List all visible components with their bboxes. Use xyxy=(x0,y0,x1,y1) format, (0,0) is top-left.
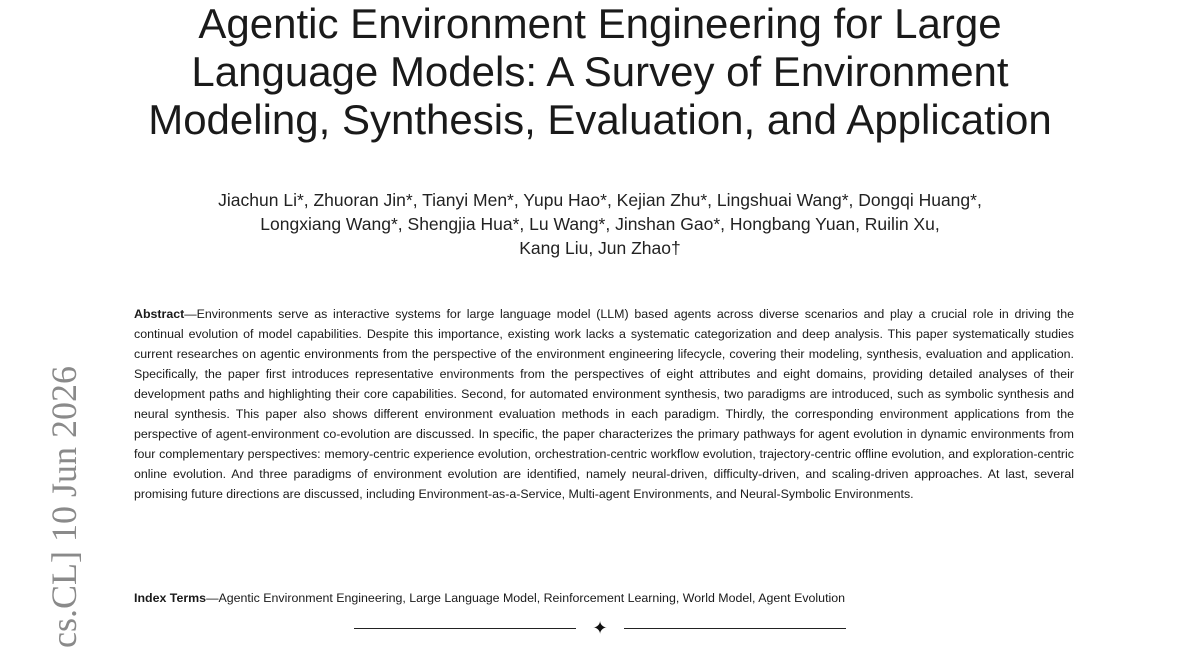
author-line: Jiachun Li*, Zhuoran Jin*, Tianyi Men*, Yupu Hao*, Kejian Zhu*, Lingshuai Wang*, Dongqi Huang*, xyxy=(218,190,982,210)
title-line: Modeling, Synthesis, Evaluation, and Application xyxy=(148,96,1052,143)
four-point-star-icon: ✦ xyxy=(592,618,608,638)
section-divider xyxy=(354,618,846,638)
abstract-text: —Environments serve as interactive systems for large language model (LLM) based agents across diverse scenarios and play a crucial role in driving the continual evolution of model capabilities. Despite this importance, existing work lacks a systematic categorization and deep analysis. This paper systematically studies current researches on agentic environments from the perspective of the environment engineering lifecycle, covering their modeling, synthesis, evaluation and application. Specifically, the paper first introduces representative environments from the perspectives of eight attributes and eight domains, providing detailed analyses of their development paths and highlighting their core capabilities. Second, for automated environment synthesis, two paradigms are introduced, such as symbolic synthesis and neural synthesis. This paper also shows different environment evaluation methods in each paradigm. Thirdly, the corresponding environment applications from the perspective of agent-environment co-evolution are discussed. In specific, the paper characterizes the primary pathways for agent evolution in dynamic environments from four complementary perspectives: memory-centric experience evolution, orchestration-centric workflow evolution, trajectory-centric offline evolution, and exploration-centric online evolution. And three paradigms of environment evolution are identified, namely neural-driven, difficulty-driven, and scaling-driven approaches. At last, several promising future directions are discussed, including Environment-as-a-Service, Multi-agent Environments, and Neural-Symbolic Environments. xyxy=(134,307,1074,501)
title-line: Agentic Environment Engineering for Large xyxy=(198,0,1002,47)
index-terms-label: Index Terms xyxy=(134,591,207,605)
author-line: Kang Liu, Jun Zhao† xyxy=(519,238,681,258)
arxiv-side-stamp: cs.CL] 10 Jun 2026 xyxy=(44,366,84,648)
divider-rule-right xyxy=(624,628,846,629)
index-terms-text: —Agentic Environment Engineering, Large Language Model, Reinforcement Learning, World Model, Agent Evolution xyxy=(206,591,846,605)
index-terms xyxy=(134,588,1074,608)
divider-rule-left xyxy=(354,628,576,629)
author-list xyxy=(100,188,1100,260)
title-line: Language Models: A Survey of Environment xyxy=(191,48,1009,95)
abstract xyxy=(134,304,1074,504)
abstract-label: Abstract xyxy=(134,307,185,321)
author-line: Longxiang Wang*, Shengjia Hua*, Lu Wang*, Jinshan Gao*, Hongbang Yuan, Ruilin Xu, xyxy=(260,214,940,234)
paper-title xyxy=(60,0,1140,144)
